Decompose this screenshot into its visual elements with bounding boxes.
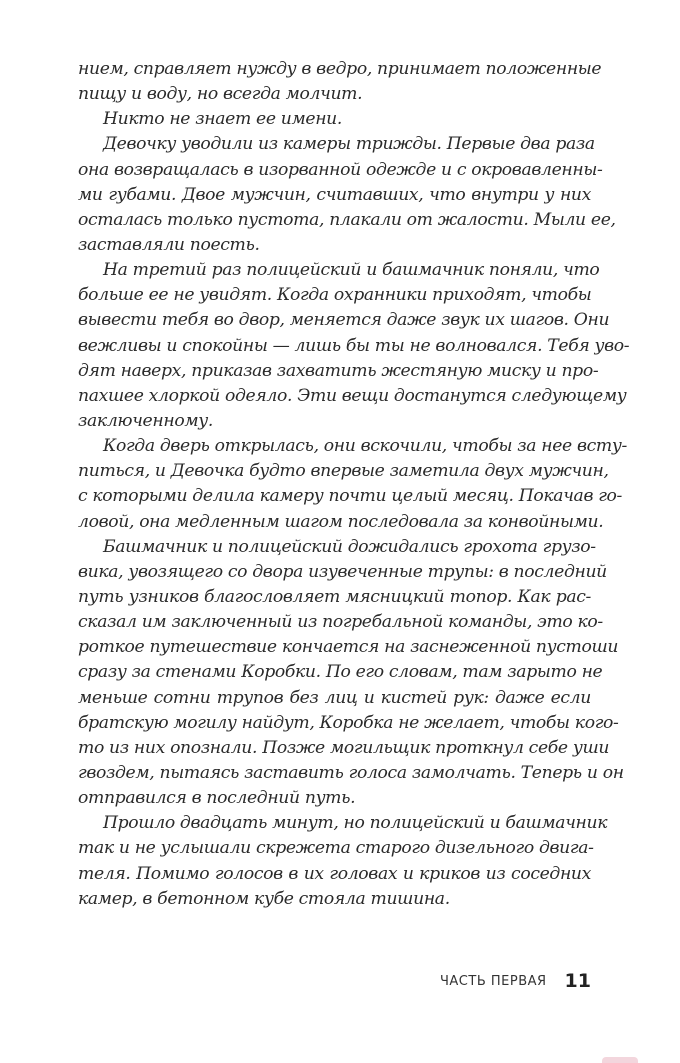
text-line: заставляли поесть. <box>78 234 260 255</box>
text-line: питься, и Девочка будто впервые заметила двух мужчин, <box>78 461 609 482</box>
text-line: Башмачник и полицейский дожидались грохота грузо- <box>103 536 596 557</box>
text-line: дят наверх, приказав захватить жестяную миску и про- <box>78 360 599 381</box>
text-line: камер, в бетонном кубе стояла тишина. <box>78 888 450 909</box>
text-line: гвоздем, пытаясь заставить голоса замолчать. Теперь и он <box>78 762 624 783</box>
paragraph <box>78 258 630 434</box>
text-line: так и не услышали скрежета старого дизельного двига- <box>78 838 594 859</box>
text-line: то из них опознали. Позже могильщик проткнул себе уши <box>78 737 610 758</box>
text-line: путь узников благословляет мясницкий топор. Как рас- <box>78 586 591 607</box>
text-line: осталась только пустота, плакали от жалости. Мыли ее, <box>78 209 616 230</box>
section-title: ЧАСТЬ ПЕРВАЯ <box>440 973 547 989</box>
text-line: сказал им заключенный из погребальной команды, это ко- <box>78 612 603 633</box>
text-line: заключенному. <box>78 410 213 431</box>
paragraph <box>78 132 616 258</box>
text-line: Когда дверь открылась, они вскочили, чтобы за нее всту- <box>103 436 627 457</box>
text-line: больше ее не увидят. Когда охранники приходят, чтобы <box>78 285 592 306</box>
text-line: вика, увозящего со двора изувеченные трупы: в последний <box>78 561 607 582</box>
text-line: Никто не знает ее имени. <box>103 109 343 130</box>
text-line: она возвращалась в изорванной одежде и с окровавленны- <box>78 159 603 180</box>
text-line: с которыми делила камеру почти целый месяц. Покачав го- <box>78 486 623 507</box>
text-line: На третий раз полицейский и башмачник поняли, что <box>103 260 600 281</box>
page-corner-mark <box>602 1057 638 1063</box>
page-number: 11 <box>564 970 591 992</box>
text-line: Прошло двадцать минут, но полицейский и башмачник <box>103 813 608 834</box>
running-footer <box>0 970 591 992</box>
text-line: меньше сотни трупов без лиц и кистей рук: даже если <box>78 687 591 708</box>
text-line: братскую могилу найдут, Коробка не желает, чтобы кого- <box>78 712 619 733</box>
paragraph <box>78 107 591 132</box>
text-line: теля. Помимо голосов в их головах и криков из соседних <box>78 863 591 884</box>
paragraph <box>78 434 627 535</box>
body-text <box>78 57 630 912</box>
text-line: Девочку уводили из камеры трижды. Первые два раза <box>103 134 595 155</box>
text-line: ловой, она медленным шагом последовала за конвойными. <box>78 511 604 532</box>
text-line: отправился в последний путь. <box>78 788 356 809</box>
text-line: ми губами. Двое мужчин, считавших, что внутри у них <box>78 184 591 205</box>
paragraph <box>78 57 602 107</box>
text-line: нием, справляет нужду в ведро, принимает положенные <box>78 59 602 79</box>
paragraph <box>78 811 608 912</box>
text-line: сразу за стенами Коробки. По его словам, там зарыто не <box>78 662 603 683</box>
text-line: пищу и воду, но всегда молчит. <box>78 84 363 105</box>
text-line: вежливы и спокойны — лишь бы ты не волновался. Тебя уво- <box>78 335 630 356</box>
text-line: пахшее хлоркой одеяло. Эти вещи достанутся следующему <box>78 385 627 406</box>
paragraph <box>78 535 624 812</box>
text-line: вывести тебя во двор, меняется даже звук их шагов. Они <box>78 310 610 331</box>
text-line: роткое путешествие кончается на заснеженной пустоши <box>78 637 619 658</box>
